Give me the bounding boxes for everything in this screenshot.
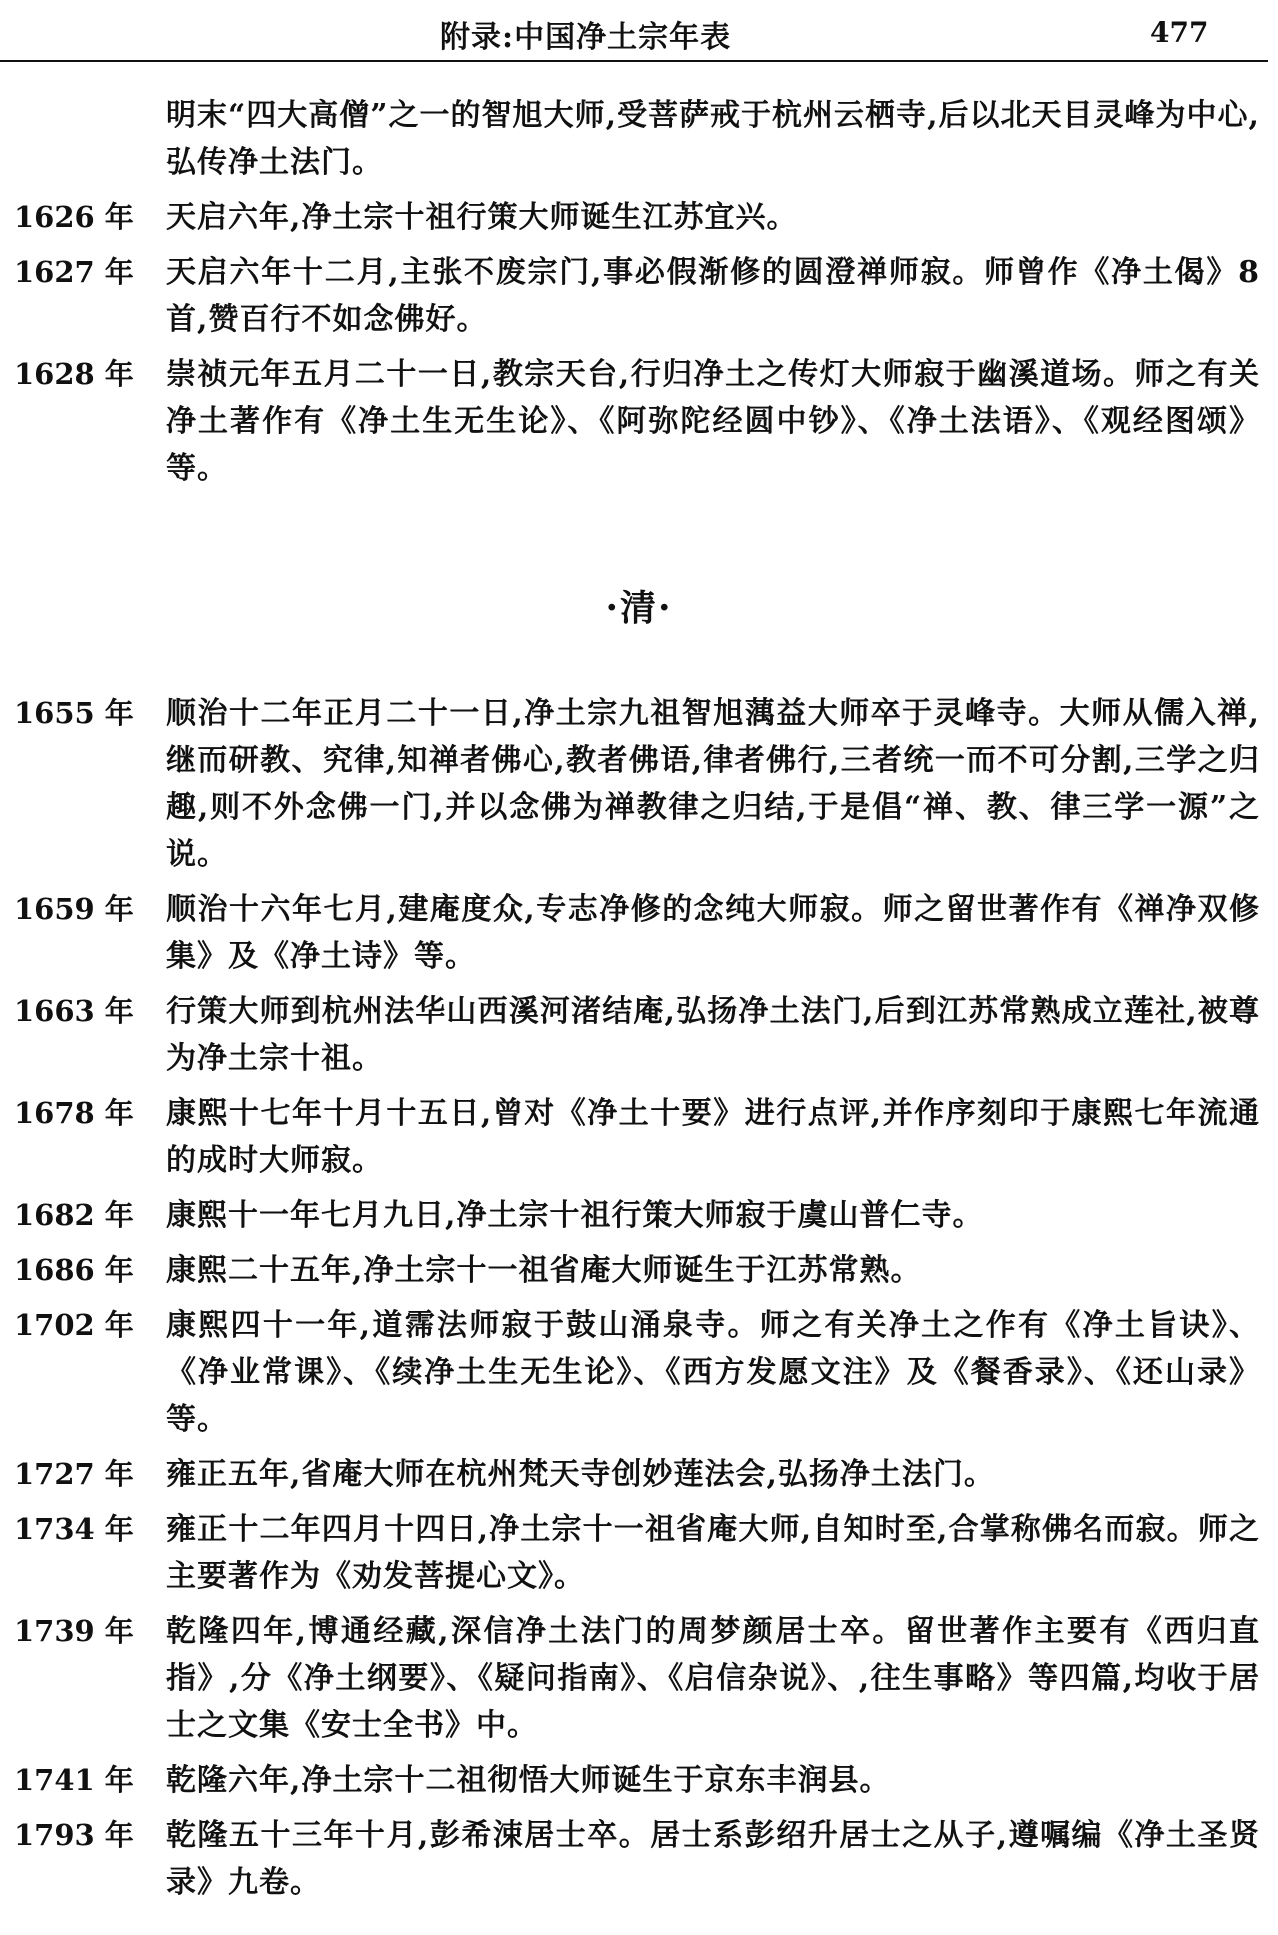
- timeline-entry: [0, 1506, 1278, 1600]
- timeline-entry: [0, 351, 1278, 492]
- entry-text: 崇祯元年五月二十一日,教宗天台,行归净土之传灯大师寂于幽溪道场。师之有关净土著作有《净土生无生论》、《阿弥陀经圆中钞》、《净土法语》、《观经图颂》等。: [166, 357, 1260, 486]
- running-title: 附录:中国净土宗年表: [440, 20, 732, 55]
- entry-year: 1727 年: [14, 1457, 134, 1491]
- timeline-entry: [0, 1757, 1278, 1804]
- entry-year: 1741 年: [14, 1763, 134, 1797]
- entry-text: 天启六年十二月,主张不废宗门,事必假渐修的圆澄禅师寂。师曾作《净土偈》8 首,赞百行不如念佛好。: [166, 255, 1260, 337]
- qing-entries: [0, 690, 1278, 1914]
- entry-year: 1655 年: [14, 696, 134, 730]
- ming-entries: [0, 92, 1278, 500]
- page-header: [0, 0, 1278, 62]
- entry-year: 1626 年: [14, 200, 134, 234]
- entry-text: 康熙十七年十月十五日,曾对《净土十要》进行点评,并作序刻印于康熙七年流通的成时大师寂。: [166, 1096, 1260, 1178]
- page-number: 477: [1150, 16, 1209, 49]
- entry-year: 1628 年: [14, 357, 134, 391]
- timeline-entry: [0, 1247, 1278, 1294]
- entry-year: 1702 年: [14, 1308, 134, 1342]
- entry-text: 行策大师到杭州法华山西溪河渚结庵,弘扬净土法门,后到江苏常熟成立莲社,被尊为净土宗十祖。: [166, 994, 1260, 1076]
- timeline-entry: [0, 1192, 1278, 1239]
- timeline-entry: [0, 690, 1278, 878]
- entry-year: 1686 年: [14, 1253, 134, 1287]
- entry-year: 1678 年: [14, 1096, 134, 1130]
- timeline-entry: [0, 1090, 1278, 1184]
- section-heading-qing: ·清·: [605, 587, 673, 629]
- timeline-entry: [0, 92, 1278, 186]
- header-rule: [0, 60, 1268, 62]
- timeline-entry: [0, 1451, 1278, 1498]
- entry-year: 1663 年: [14, 994, 134, 1028]
- timeline-entry: [0, 1302, 1278, 1443]
- entry-text: 明末“四大高僧”之一的智旭大师,受菩萨戒于杭州云栖寺,后以北天目灵峰为中心,弘传净土法门。: [166, 98, 1260, 180]
- entry-text: 乾隆四年,博通经藏,深信净土法门的周梦颜居士卒。留世著作主要有《西归直指》,分《净土纲要》、《疑问指南》、《启信杂说》、,往生事略》等四篇,均收于居士之文集《安士全书》中。: [166, 1614, 1260, 1743]
- entry-text: 乾隆六年,净土宗十二祖彻悟大师诞生于京东丰润县。: [166, 1763, 891, 1798]
- entry-text: 顺治十二年正月二十一日,净土宗九祖智旭蕅益大师卒于灵峰寺。大师从儒入禅,继而研教、究律,知禅者佛心,教者佛语,律者佛行,三者统一而不可分割,三学之归趣,则不外念佛一门,并以念佛为禅教律之归结,于是倡“禅、教、律三学一源”之说。: [166, 696, 1260, 872]
- timeline-entry: [0, 1812, 1278, 1906]
- entry-year: 1682 年: [14, 1198, 134, 1232]
- entry-text: 天启六年,净土宗十祖行策大师诞生江苏宜兴。: [166, 200, 798, 235]
- entry-text: 乾隆五十三年十月,彭希涑居士卒。居士系彭绍升居士之从子,遵嘱编《净土圣贤录》九卷。: [166, 1818, 1260, 1900]
- entry-year: 1793 年: [14, 1818, 134, 1852]
- timeline-entry: [0, 988, 1278, 1082]
- timeline-entry: [0, 886, 1278, 980]
- entry-text: 雍正十二年四月十四日,净土宗十一祖省庵大师,自知时至,合掌称佛名而寂。师之主要著作为《劝发菩提心文》。: [166, 1512, 1260, 1594]
- entry-text: 康熙四十一年,道霈法师寂于鼓山涌泉寺。师之有关净土之作有《净土旨诀》、《净业常课》、《续净土生无生论》、《西方发愿文注》及《餐香录》、《还山录》等。: [166, 1308, 1260, 1437]
- entry-text: 雍正五年,省庵大师在杭州梵天寺创妙莲法会,弘扬净土法门。: [166, 1457, 995, 1492]
- entry-year: 1659 年: [14, 892, 134, 926]
- entry-text: 康熙二十五年,净土宗十一祖省庵大师诞生于江苏常熟。: [166, 1253, 922, 1288]
- entry-text: 康熙十一年七月九日,净土宗十祖行策大师寂于虞山普仁寺。: [166, 1198, 984, 1233]
- entry-year: 1627 年: [14, 255, 134, 289]
- timeline-entry: [0, 249, 1278, 343]
- timeline-entry: [0, 1608, 1278, 1749]
- entry-year: 1739 年: [14, 1614, 134, 1648]
- entry-text: 顺治十六年七月,建庵度众,专志净修的念纯大师寂。师之留世著作有《禅净双修集》及《净土诗》等。: [166, 892, 1260, 974]
- timeline-entry: [0, 194, 1278, 241]
- entry-year: 1734 年: [14, 1512, 134, 1546]
